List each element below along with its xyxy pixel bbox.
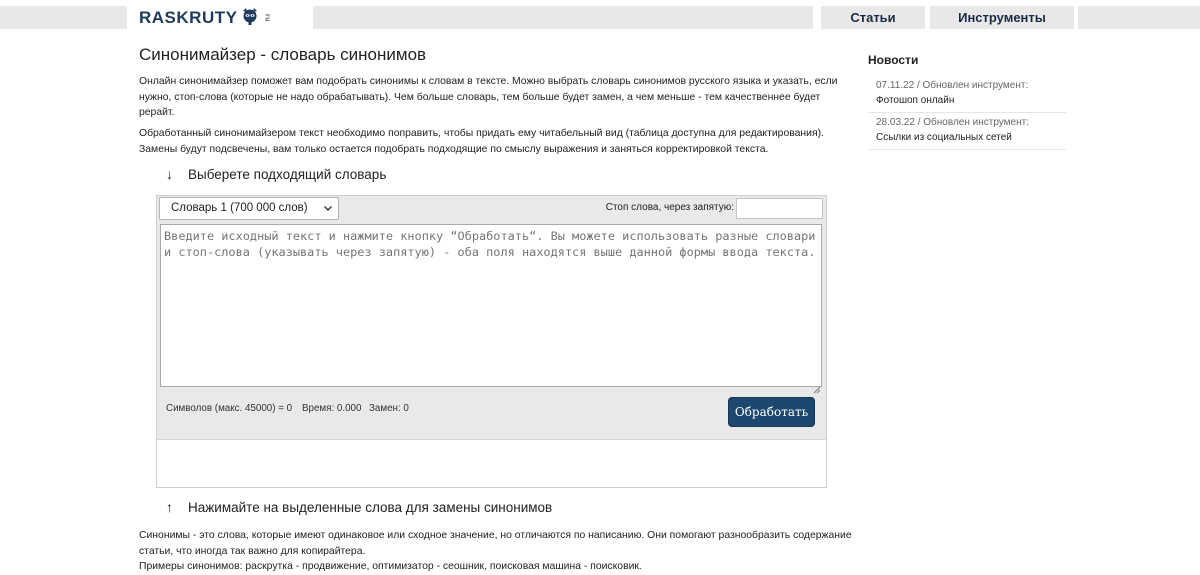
- synonyms-definition: Синонимы - это слова, которые имеют одинаковое или сходное значение, но отличаются по написанию. Они помогают разнообразить содержание статьи, что иногда так важно для копирайтера.: [139, 530, 852, 557]
- replacements-counter: Замен: 0: [369, 403, 409, 414]
- news-separator: /: [916, 80, 923, 91]
- stop-words-input[interactable]: [736, 198, 823, 219]
- page-title: Синонимайзер - словарь синонимов: [139, 45, 427, 64]
- section-heading-label: Нажимайте на выделенные слова для замены синонимов: [188, 499, 553, 515]
- news-description: Обновлен инструмент:: [923, 117, 1029, 128]
- symbols-counter: Символов (макс. 45000) = 0: [166, 403, 293, 414]
- arrow-up-icon: ↑: [166, 499, 173, 515]
- section-heading-label: Выберете подходящий словарь: [188, 166, 387, 182]
- logo-text: RASKRUTY: [139, 8, 238, 27]
- nav-tools[interactable]: Инструменты: [958, 10, 1046, 25]
- process-button[interactable]: Обработать: [728, 397, 815, 427]
- news-separator: /: [917, 117, 924, 128]
- synonyms-description: [139, 528, 859, 575]
- news-link[interactable]: Ссылки из социальных сетей: [876, 132, 1012, 143]
- site-logo[interactable]: [139, 8, 270, 28]
- nav-gap: [305, 6, 313, 29]
- nav-articles[interactable]: Статьи: [850, 10, 896, 25]
- nav-gap: [1074, 6, 1078, 29]
- arrow-down-icon: ↓: [166, 166, 173, 182]
- news-link[interactable]: Фотошоп онлайн: [876, 95, 955, 106]
- synonyms-examples: Примеры синонимов: раскрутка - продвижение, оптимизатор - сеошник, поисковая машина - поисковик.: [139, 561, 642, 572]
- instructions-paragraph: Обработанный синонимайзером текст необходимо поправить, чтобы придать ему читабельный вид (таблица доступна для редактирования). Замены будут подсвечены, вам только остается подобрать подходящие по смыслу выражения и заняться корректировкой текста.: [139, 128, 824, 155]
- news-item: [868, 78, 1066, 113]
- intro-paragraph: Онлайн синонимайзер поможет вам подобрать синонимы к словам в тексте. Можно выбрать словарь синонимов русского языка и указать, если нужно, стоп-слова (которые не надо обрабатывать). Чем больше словарь, тем больше будет замен, а чем меньше - тем качественнее будет рерайт.: [139, 76, 838, 118]
- time-counter: Время: 0.000: [302, 403, 362, 414]
- source-text-input[interactable]: [160, 224, 822, 387]
- news-description: Обновлен инструмент:: [922, 80, 1029, 91]
- dictionary-select-value: Словарь 1 (700 000 слов): [171, 202, 308, 214]
- chevron-down-icon: [323, 198, 333, 227]
- news-date: 28.03.22: [876, 117, 915, 128]
- news-item: [868, 115, 1066, 150]
- section-heading-dictionary: [166, 166, 386, 182]
- resize-grip-icon[interactable]: [813, 379, 821, 387]
- result-output-area[interactable]: [157, 439, 826, 487]
- raccoon-mascot-icon: [240, 7, 260, 30]
- news-title: Новости: [868, 53, 919, 67]
- stop-words-label: Стоп слова, через запятую:: [605, 202, 734, 213]
- logo-sub: ru: [263, 14, 271, 22]
- dictionary-select[interactable]: [159, 197, 339, 220]
- news-date: 07.11.22: [876, 80, 915, 91]
- nav-gap: [813, 6, 821, 29]
- section-heading-replace: [166, 499, 552, 515]
